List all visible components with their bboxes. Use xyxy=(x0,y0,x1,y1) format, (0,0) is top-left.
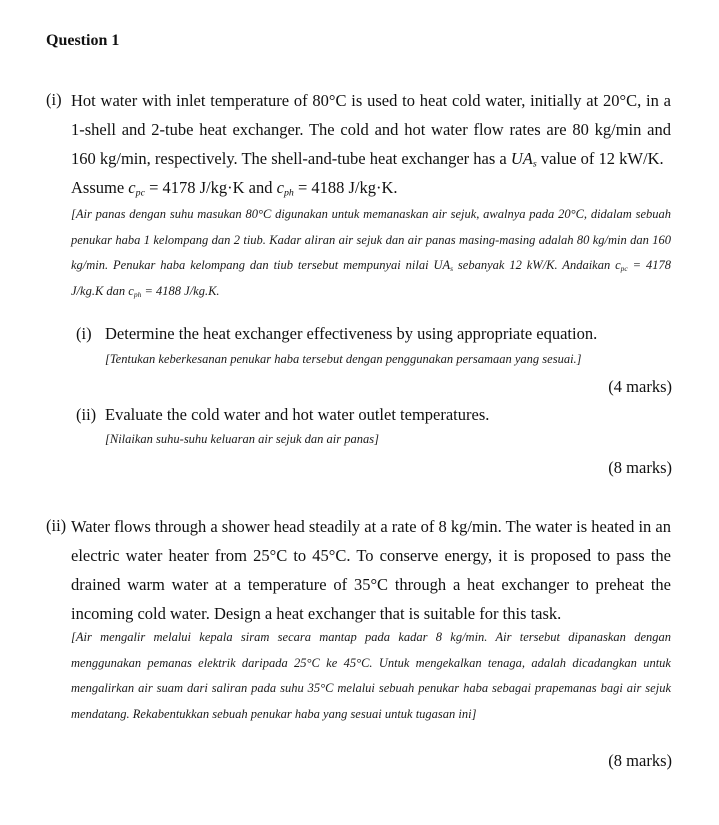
sub-ii-malay: [Nilaikan suhu-suhu keluaran air sejuk dan air panas] xyxy=(105,432,379,446)
cph-symbol: c xyxy=(276,178,284,197)
part1-english xyxy=(71,86,671,202)
part1-en-b: value of 12 kW/K. xyxy=(536,149,664,168)
part1-my-a: [Air panas dengan suhu masukan 80°C digunakan untuk memanaskan air sejuk, awalnya pada 20°C, didalam sebuah penukar haba 1 kelompang dan 2 tiub. Kadar aliran air sejuk dan air panas masing-masing adalah 80 kg/min dan 160 kg/min. Penukar haba kelompang dan tiub tersebut mempunyai nilai UA xyxy=(71,207,671,272)
part2-marks: (8 marks) xyxy=(608,751,672,770)
part2-malay-text: [Air mengalir melalui kepala siram secara mantap pada kadar 8 kg/min. Air tersebut dipanaskan dengan menggunakan pemanas elektrik daripada 25°C ke 45°C. Untuk mengekalkan tenaga, adalah dicadangkan untuk mengalirkan air suam dari saliran pada suhu 35°C melalui sebuah penukar haba sebagai prapemanas bagi air sejuk mendatang. Rekabentukkan sebuah penukar haba yang sesuai untuk tugasan ini] xyxy=(71,630,671,721)
question-heading: Question 1 xyxy=(46,32,120,49)
part1-malay-text xyxy=(71,202,671,304)
part1-my-c: = 4178 J/kg.K dan c xyxy=(71,258,671,298)
part1-ua: UA xyxy=(510,149,533,168)
sub-i-malay: [Tentukan keberkesanan penukar haba tersebut dengan penggunakan persamaan yang sesuai.] xyxy=(105,352,582,366)
sub-ii-english: Evaluate the cold water and hot water outlet temperatures. xyxy=(105,405,490,424)
part1-my-ua-sub: s xyxy=(450,263,454,273)
sub-i-english: Determine the heat exchanger effectiveness by using appropriate equation. xyxy=(105,324,598,343)
part2-malay xyxy=(71,625,671,727)
part1-my-cpc-sub: pc xyxy=(620,263,628,273)
part1-number: (i) xyxy=(46,90,62,109)
cph-value: = 4188 J/kg·K. xyxy=(293,178,398,197)
sub-i-marks: (4 marks) xyxy=(608,377,672,396)
part1-assume: Assume xyxy=(71,178,129,197)
cpc-value: = 4178 J/kg·K and xyxy=(144,178,277,197)
part1-malay xyxy=(71,202,671,304)
part2-english xyxy=(71,512,671,628)
cph-sub: ph xyxy=(283,187,294,199)
part1-ua-sub: s xyxy=(532,158,537,170)
sub-ii-number: (ii) xyxy=(76,405,97,424)
part1-my-b: sebanyak 12 kW/K. Andaikan c xyxy=(453,258,621,272)
part1-my-d: = 4188 J/kg.K. xyxy=(141,283,220,298)
part1-en-a: Hot water with inlet temperature of 80°C is used to heat cold water, initially at 20°C, in a 1-shell and 2-tube heat exchanger. The cold and hot water flow rates are 80 kg/min and 160 kg/min, respectively. The shell-and-tube heat exchanger has a xyxy=(71,91,671,168)
part2-number: (ii) xyxy=(46,516,67,535)
part2-english-text: Water flows through a shower head steadily at a rate of 8 kg/min. The water is heated in an electric water heater from 25°C to 45°C. To conserve energy, it is proposed to pass the drained warm water at a temperature of 35°C through a heat exchanger to preheat the incoming cold water. Design a heat exchanger that is suitable for this task. xyxy=(71,517,671,623)
cpc-symbol: c xyxy=(128,178,136,197)
part1-my-cph-sub: ph xyxy=(133,289,142,299)
sub-ii-marks: (8 marks) xyxy=(608,458,672,477)
part1-english-text xyxy=(71,86,671,202)
sub-i-number: (i) xyxy=(76,324,92,343)
cpc-sub: pc xyxy=(135,187,145,199)
